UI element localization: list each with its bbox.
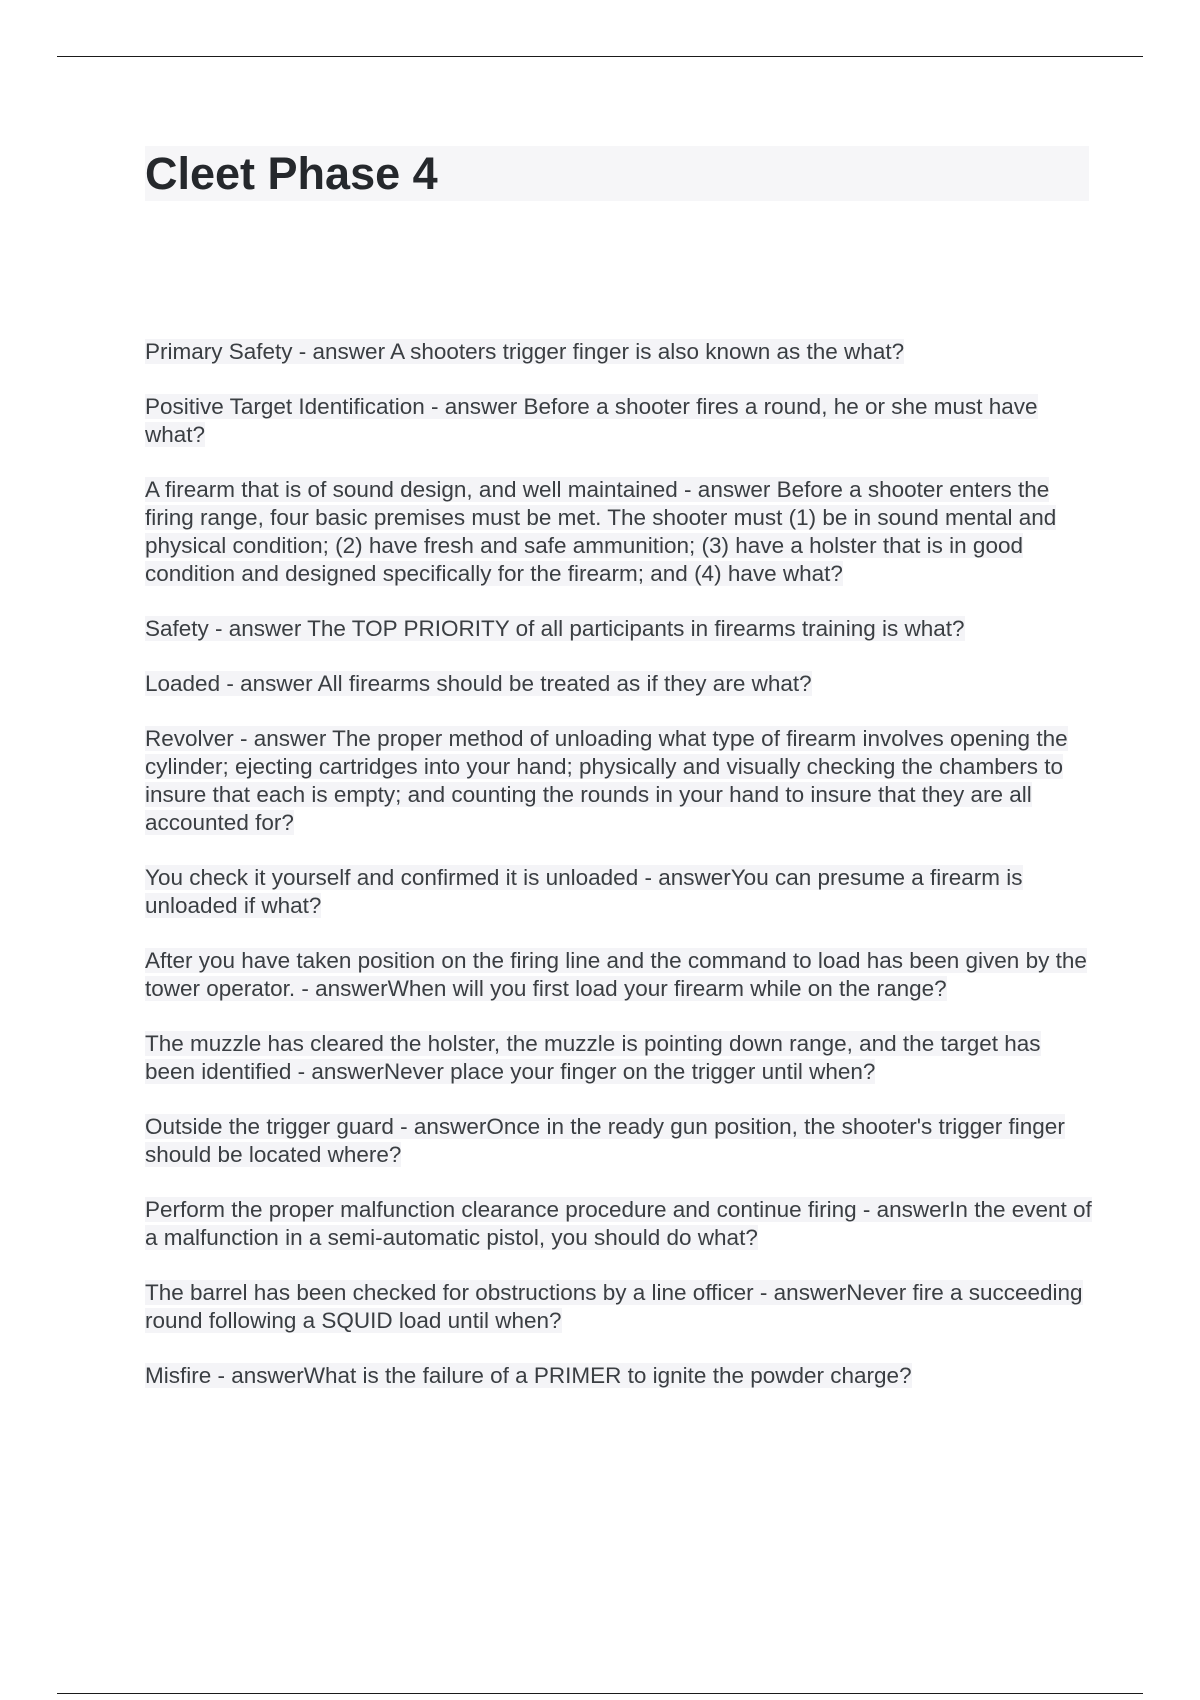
- qa-text: A firearm that is of sound design, and well maintained - answer Before a shooter enters the firing range, four basic premises must be met. The shooter must (1) be in sound mental and physical condition; (2) have fresh and safe ammunition; (3) have a holster that is in good condition and designed specifically for the firearm; and (4) have what?: [145, 477, 1057, 586]
- qa-item: [145, 1113, 1095, 1169]
- qa-text: Perform the proper malfunction clearance procedure and continue firing - answerIn the event of a malfunction in a semi-automatic pistol, you should do what?: [145, 1197, 1092, 1250]
- qa-text: Outside the trigger guard - answerOnce in the ready gun position, the shooter's trigger finger should be located where?: [145, 1114, 1065, 1167]
- qa-text: Positive Target Identification - answer Before a shooter fires a round, he or she must have what?: [145, 394, 1038, 447]
- qa-item: [145, 725, 1095, 837]
- qa-item: [145, 476, 1095, 588]
- qa-text: Misfire - answerWhat is the failure of a PRIMER to ignite the powder charge?: [145, 1363, 912, 1388]
- qa-item: [145, 1030, 1095, 1086]
- bottom-rule: [57, 1693, 1143, 1694]
- qa-text: Safety - answer The TOP PRIORITY of all participants in firearms training is what?: [145, 616, 965, 641]
- qa-item: [145, 338, 1095, 366]
- qa-list: [145, 338, 1095, 1417]
- qa-item: [145, 615, 1095, 643]
- qa-text: Revolver - answer The proper method of unloading what type of firearm involves opening the cylinder; ejecting cartridges into your hand; physically and visually checking the chambers to insure that each is empty; and counting the rounds in your hand to insure that they are all accounted for?: [145, 726, 1068, 835]
- qa-item: [145, 864, 1095, 920]
- title-block: [145, 146, 1089, 201]
- qa-item: [145, 670, 1095, 698]
- page-title: Cleet Phase 4: [145, 148, 438, 199]
- qa-text: After you have taken position on the firing line and the command to load has been given by the tower operator. - answerWhen will you first load your firearm while on the range?: [145, 948, 1087, 1001]
- qa-item: [145, 947, 1095, 1003]
- qa-item: [145, 1279, 1095, 1335]
- qa-item: [145, 1362, 1095, 1390]
- qa-text: Loaded - answer All firearms should be treated as if they are what?: [145, 671, 812, 696]
- qa-text: You check it yourself and confirmed it is unloaded - answerYou can presume a firearm is unloaded if what?: [145, 865, 1023, 918]
- qa-item: [145, 1196, 1095, 1252]
- qa-item: [145, 393, 1095, 449]
- top-rule: [57, 56, 1143, 57]
- qa-text: Primary Safety - answer A shooters trigger finger is also known as the what?: [145, 339, 905, 364]
- qa-text: The barrel has been checked for obstructions by a line officer - answerNever fire a succeeding round following a SQUID load until when?: [145, 1280, 1083, 1333]
- qa-text: The muzzle has cleared the holster, the muzzle is pointing down range, and the target has been identified - answerNever place your finger on the trigger until when?: [145, 1031, 1041, 1084]
